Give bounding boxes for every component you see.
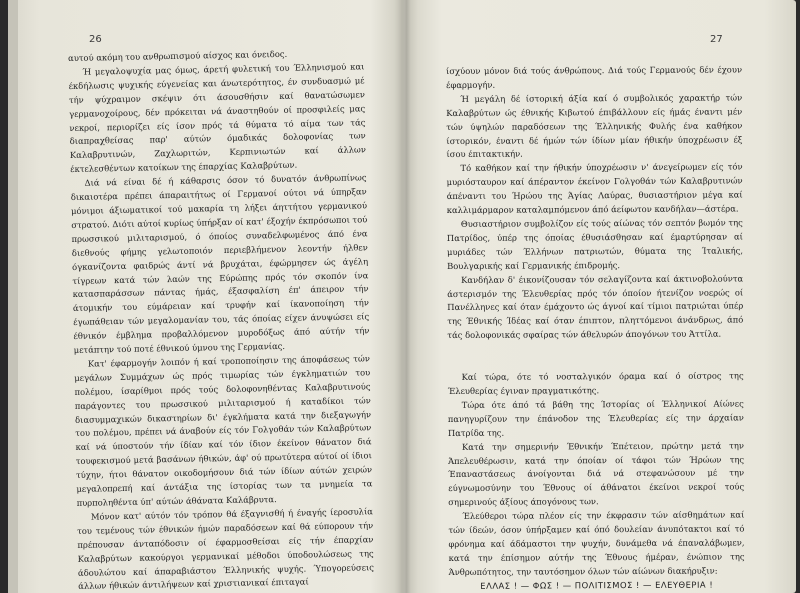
paragraph: Θυσιαστήριον συμβολίζον είς τούς αίώνας τόν σεπτόν βωμόν της Πατρίδος, ύπέρ της όποίας έθυσιάσθησαν καί έμαρτύρησαν αί μυριάδες τών Έλλήνων πατριωτών, θύματα της Ίταλικής, Βουλγαρικής καί Γερμανικής έπιδρομής. bbox=[446, 217, 744, 271]
paragraph: Κατά την σημερινήν Έθνικήν Έπέτειον, πρώτην μετά την Άπελευθέρωσιν, κατά την όποίαν οί τάφοι τών Ήρώων της Έπαναστάσεως άνοίγονται διά νά στεφανώσουν μέ την εύγνωμοσύνην του Έθνους οί άθάνατοι έκείνοι νεκροί τούς σημερινούς άξίους άπογόνους των. bbox=[448, 440, 745, 508]
paragraph: Μόνον κατ' αύτόν τόν τρόπον θά έξαγνισθή ή έναγής ίεροσυλία του τεμένους τών έθνικών ήμών παραδόσεων καί θά εύπορουν τήν πρέπουσαν άνταπόδοσιν οί έφαρμοσθείσαι είς τήν έπαρχίαν Καλαβρύτων κακούργοι γερμανικαί μέθοδοι ύποδουλώσεως της άδουλώτου καί άπαραβιάστου Έλληνικής ψυχής. Ύπογορεύσεις άλλων ήθικών άντιλήψεων καί χριστιανικαί έπιταγαί bbox=[77, 506, 375, 592]
page-edge bbox=[8, 0, 18, 593]
paragraph: Ή μεγάλη δέ ίστορική άξία καί ό συμβολικός χαρακτήρ τών Καλαβρύτων ώς έθνικής Κιβωτού έπιβάλλουν είς ήμάς έναντι μέν τών ύψηλών παραδόσεων της Έλληνικής Φυλής ένα καθήκον ίστορικόν, έναντι δέ ήμών τών ίδίων μίαν ήθικήν ύποχρέωσιν έξ ίσου έπιτακτικήν. bbox=[446, 92, 743, 160]
right-page bbox=[408, 0, 796, 593]
paragraph: Διά νά είναι δέ ή κάθαρσις όσον τό δυνατόν άνθρωπίνως δικαιοτέρα πρέπει άπαραιτήτως οί Γερμανοί ούτοι νά ύπηρξαν μόνιμοι άξιωματικοί τού μακαρία τη λήξει άηττήτου γερμανικού στρατού. Διότι αύτοί κυρίως ύπήρξαν οί κατ' έξοχήν έκπρόσωποι τού πρωσσικού μιλιταρισμού, ό όποίος συναδελφωμένος άπό ένα διεθνούς φήμης γελωτοποιόν περιεβλήμενον λεοντήν ήλθεν όγκανίζοντα φαιδρώς άντί νά βρυχάται, έφώρμησεν ώς άγέλη τίγρεων κατά τών λαών της Εύρώπης πρός τόν σκοπόν ίνα κατασπαράσσων πάντας ήμάς, έξασφαλίση έπ' άπειρον τήν άτομικήν του εύμάρειαν καί τρυφήν καί ίκανοποίηση τήν έγωπάθειαν τών μεγαλομανίαν του, τάς όποίας είχεν άνυψώσει είς έθνικόν έμβλημα προβαλλόμενον μυροδόξως άπό αύτήν τήν μετάπτην τού ποτέ έθνικού ύμνου της Γερμανίας. bbox=[70, 172, 370, 355]
paragraph: Τό καθήκον καί την ήθικήν ύποχρέωσιν ν' άνεγείρωμεν είς τόν μυριόσταυρον καί άπέραντον έκείνον Γολγοθάν τών Καλαβρυτινών άπέναντι του Ήρώου της Άγίας Λαύρας, θυσιαστήριον μέγα καί καλλιμάρμαρον καταλαμπόμενον άπό άείφωτον κανδήλαν—άστέρα. bbox=[446, 161, 743, 216]
page-number-right: 27 bbox=[710, 34, 723, 45]
paragraph: αυτού ακόμη του ανθρωπισμού αίσχος και όνειδος. bbox=[68, 48, 288, 63]
paragraph: Ή μεγαλοψυχία μας όμως, άρετή φυλετική του Έλληνισμού και έκδήλωσις ψυχικής εύγενείας και άνωτερότητος, έν συνδυασμώ μέ τήν ψύχραιμον σκέψιν ότι άσουσθήσιν καί θανατώσωμεν γερμανοχοίρους, δέν πρόκειται νά άναστηθούν οί προσφιλείς μας νεκροί, περιορίζει είς ίσον πρός τά θύματα τό αίμα των τάς διαπραχθείσας παρ' αύτών όμαδικάς δολοφονίας των Καλαβρυτινών, Ζαχλωριτών, Κερπινιωτών καί άλλων έκτελεσθέντων κατοίκων της έπαρχίας Καλαβρύτων. bbox=[68, 61, 367, 175]
paragraph: Τώρα ότε άπό τά βάθη της Ίστορίας οί Έλληνικοί Αίώνες πανηγυρίζουν την έπάνοδον της Έλευθερίας είς την άρχαίαν Πατρίδα της. bbox=[447, 398, 744, 438]
paragraph: ίσχύουν μόνον διά τούς άνθρώπους. Διά τούς Γερμανούς δέν έχουν έφαρμογήν. bbox=[446, 64, 743, 90]
book-spread bbox=[8, 0, 796, 593]
left-text-column bbox=[68, 46, 374, 593]
paragraph: Έλεύθεροι τώρα πλέον είς την έκφρασιν τών αίσθημάτων καί τών ίδεών, όσον ύπήρξαμεν καί όπό δουλείαν άνυπότακτοι καί τό φρόνημα καί άδάμαστοι την ψυχήν, δυνάμεθα νά έπαναλάβωμεν, κατά την έπίσημον αύτήν της Έθνους ήμέραν, ένώπιον της Άνθρωπότητος, την ταυτόσημον όλων τών αίώνων διακήρυξιν: bbox=[448, 509, 745, 577]
book-spine bbox=[394, 0, 418, 593]
right-text-column bbox=[446, 63, 745, 593]
paragraph: Κατ' έφαρμογήν λοιπόν ή καί τροποποίησιν της άποφάσεως τών μεγάλων Συμμάχων ώς πρός τιμωρίας τών έγκληματιών του πολέμου, ίσαρίθμοι πρός τούς δολοφονηθέντας Καλαβρυτινούς παράγοντες του πρωσσικού μιλιταρισμού ή καταδίκοι τών διασυμμαχικών δικαστηρίων δι' έγκλήματα κατά την διεξαγωγήν του πολέμου, πρέπει νά άναβούν είς τόν Γολγοθάν τών Καλαβρύτων καί νά ύποστούν τήν ίδίαν καί τόν ίδιον έκείνον θάνατον διά τουφεκισμού μετά βασάνων ήθικών, άφ' ού πρωτύτερα αύτοί οί ίδιοι τύχην, ήτοι θάνατον οικοδομήσουν διά τών ίδίων αύτών χειρών μεγαλοπρεπή καί άντάξια της ίστορίας των τα μνημεία τα πυρποληθέντα ύπ' αύτών άθάνατα Καλάβρυτα. bbox=[74, 353, 373, 508]
page-number-left: 26 bbox=[89, 34, 102, 45]
paragraph: Καί τώρα, ότε τό νοσταλγικόν όραμα καί ό οίστρος της Έλευθερίας έγιναν πραγματικότης. bbox=[447, 370, 744, 397]
paragraph: Κανδήλαν δ' έικονίζουσαν τόν σελαγίζοντα καί άκτινοβολούντα άστερισμόν της Έλευθερίας πρός τόν όποίον ήτενίζον νοερώς οί Πανέλληνες καί όταν έμάχοντο ώς άγνοί καί τίμιοι πατριώται ύπέρ της Έθνικής Ίδέας καί όταν έπιπτον, πληττόμενοι άνάνδρως, άπό τάς δολοφονικάς σφαίρας τών άθελυρών άπογόνων του Άττίλα. bbox=[447, 273, 744, 341]
left-page bbox=[18, 0, 398, 593]
section-gap bbox=[447, 342, 743, 372]
final-proclamation: ΕΛΛΑΣ ! — ΦΩΣ ! — ΠΟΛΙΤΙΣΜΟΣ ! — ΕΛΕΥΘΕΡΙΑ ! bbox=[480, 579, 714, 591]
